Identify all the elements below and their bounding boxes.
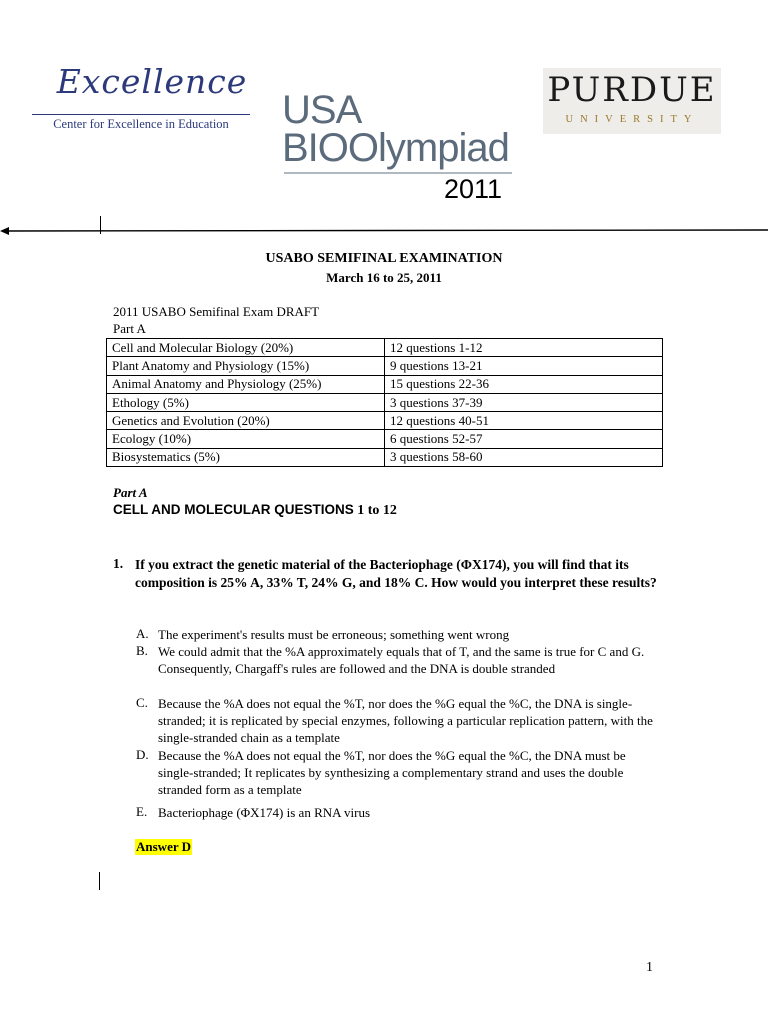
usabo-logo-line2: BIOOlympiad: [282, 126, 509, 170]
usabo-logo-year: 2011: [444, 174, 503, 204]
option-text: Because the %A does not equal the %T, nor does the %G equal the %C, the DNA must be single-stranded; It replicates by synthesizing a complementary strand and uses the double stranded form as a template: [158, 748, 626, 798]
section-questions: 12 questions 1-12: [385, 339, 663, 357]
section-name: Animal Anatomy and Physiology (25%): [107, 375, 385, 393]
exam-dates: March 16 to 25, 2011: [326, 270, 442, 285]
section-questions: 9 questions 13-21: [385, 357, 663, 375]
section-questions: 3 questions 37-39: [385, 393, 663, 411]
option-text: The experiment's results must be erroneous; something went wrong: [158, 627, 510, 642]
section-questions: 6 questions 52-57: [385, 430, 663, 448]
exam-title: USABO SEMIFINAL EXAMINATION: [265, 251, 503, 266]
section-name: Cell and Molecular Biology (20%): [107, 339, 385, 357]
purdue-logo-word: PURDUE: [547, 70, 717, 110]
purdue-logo-subtitle: UNIVERSITY: [565, 114, 699, 125]
table-row: [107, 430, 663, 448]
text-cursor-mark: [100, 216, 101, 234]
table-row: [107, 339, 663, 357]
horizontal-arrow-rule: [0, 224, 768, 238]
option-text: Because the %A does not equal the %T, nor does the %G equal the %C, the DNA is single-stranded; it is replicated by special enzymes, following a particular replication pattern, with the single-stranded chain as a template: [158, 696, 653, 746]
table-row: [107, 412, 663, 430]
option-text: We could admit that the %A approximately equals that of T, and the same is true for C and G. Consequently, Chargaff's rules are followed and the DNA is double stranded: [158, 644, 645, 677]
table-row: [107, 357, 663, 375]
section-questions: 12 questions 40-51: [385, 412, 663, 430]
section-name: Genetics and Evolution (20%): [107, 412, 385, 430]
answer-highlight: Answer D: [136, 839, 192, 854]
page-number: 1: [646, 960, 653, 975]
question-text: If you extract the genetic material of the Bacteriophage (ΦX174), you will find that its composition is 25% A, 33% T, 24% G, and 18% C. How would you interpret these results?: [135, 557, 657, 590]
option-letter: E.: [136, 804, 148, 819]
section-name: Ethology (5%): [107, 393, 385, 411]
option-letter: D.: [136, 747, 149, 762]
part-label: Part A: [113, 321, 146, 336]
section-questions: 15 questions 22-36: [385, 375, 663, 393]
section-heading: [113, 502, 397, 519]
option-text: Bacteriophage (ΦX174) is an RNA virus: [158, 805, 371, 820]
purdue-logo: [543, 68, 721, 134]
excellence-logo: [32, 62, 252, 142]
table-row: [107, 393, 663, 411]
section-name: Ecology (10%): [107, 430, 385, 448]
section-heading-range: 1 to 12: [357, 503, 397, 518]
question-number: 1.: [113, 556, 124, 571]
draft-title: 2011 USABO Semifinal Exam DRAFT: [113, 304, 320, 319]
option-letter: C.: [136, 695, 148, 710]
section-questions: 3 questions 58-60: [385, 448, 663, 466]
text-cursor-mark: [99, 872, 100, 890]
option-letter: A.: [136, 626, 149, 641]
usabo-logo-line1: USA: [282, 88, 362, 132]
option-letter: B.: [136, 643, 148, 658]
section-name: Plant Anatomy and Physiology (15%): [107, 357, 385, 375]
excellence-logo-rule: [32, 114, 250, 115]
usabo-logo: [278, 88, 510, 208]
excellence-logo-subtitle: Center for Excellence in Education: [53, 117, 229, 131]
excellence-logo-word: Excellence: [56, 62, 248, 101]
sections-table: [106, 338, 663, 467]
part-heading: Part A: [113, 485, 148, 500]
table-row: [107, 448, 663, 466]
section-heading-title: CELL AND MOLECULAR QUESTIONS: [113, 502, 354, 517]
section-name: Biosystematics (5%): [107, 448, 385, 466]
table-row: [107, 375, 663, 393]
